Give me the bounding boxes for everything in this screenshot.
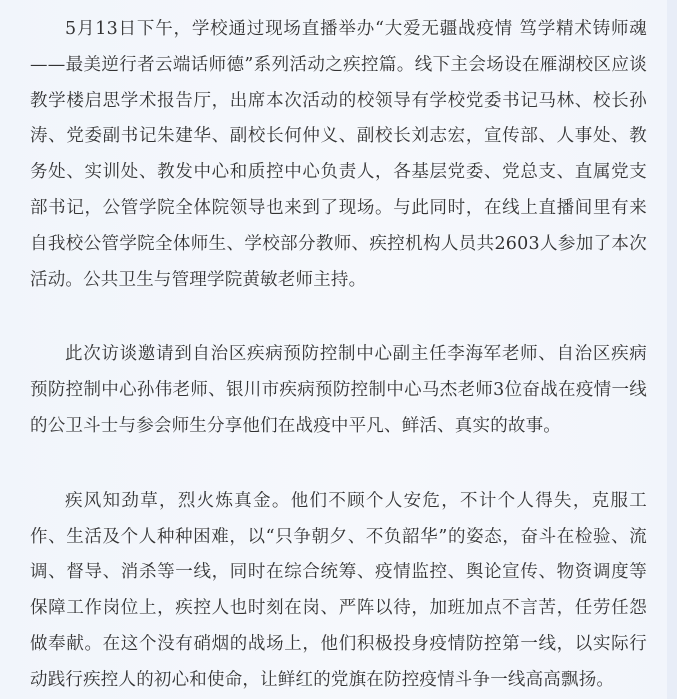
paragraph-frontline-dedication: 疾风知劲草，烈火炼真金。他们不顾个人安危，不计个人得失，克服工作、生活及个人种种困难，以“只争朝夕、不负韶华”的姿态，奋斗在检验、流调、督导、消杀等一线，同时在综合统筹、疫情监控、舆论宣传、物资调度等保障工作岗位上，疾控人也时刻在岗、严阵以待，加班加点不言苦，任劳任怨做奉献。在这个没有硝烟的战场上，他们积极投身疫情防控第一线，以实际行动践行疾控人的初心和使命，让鲜红的党旗在防控疫情斗争一线高高飘扬。 [30, 490, 647, 690]
paragraph-event-overview: 5月13日下午，学校通过现场直播举办“大爱无疆战疫情 笃学精术铸师魂——最美逆行者云端话师德”系列活动之疾控篇。线下主会场设在雁湖校区应谈教学楼启思学术报告厅，出席本次活动的校领导有学校党委书记马林、校长孙涛、党委副书记朱建华、副校长何仲义、副校长刘志宏，宣传部、人事处、教务处、实训处、教发中心和质控中心负责人，各基层党委、党总支、直属党支部书记，公管学院全体院领导也来到了现场。与此同时，在线上直播间里有来自我校公管学院全体师生、学校部分教师、疾控机构人员共2603人参加了本次活动。公共卫生与管理学院黄敏老师主持。 [30, 19, 647, 290]
paragraph-interview-guests: 此次访谈邀请到自治区疾病预防控制中心副主任李海军老师、自治区疾病预防控制中心孙伟老师、银川市疾病预防控制中心马杰老师3位奋战在疫情一线的公卫斗士与参会师生分享他们在战疫中平凡、鲜活、真实的故事。 [30, 344, 647, 436]
